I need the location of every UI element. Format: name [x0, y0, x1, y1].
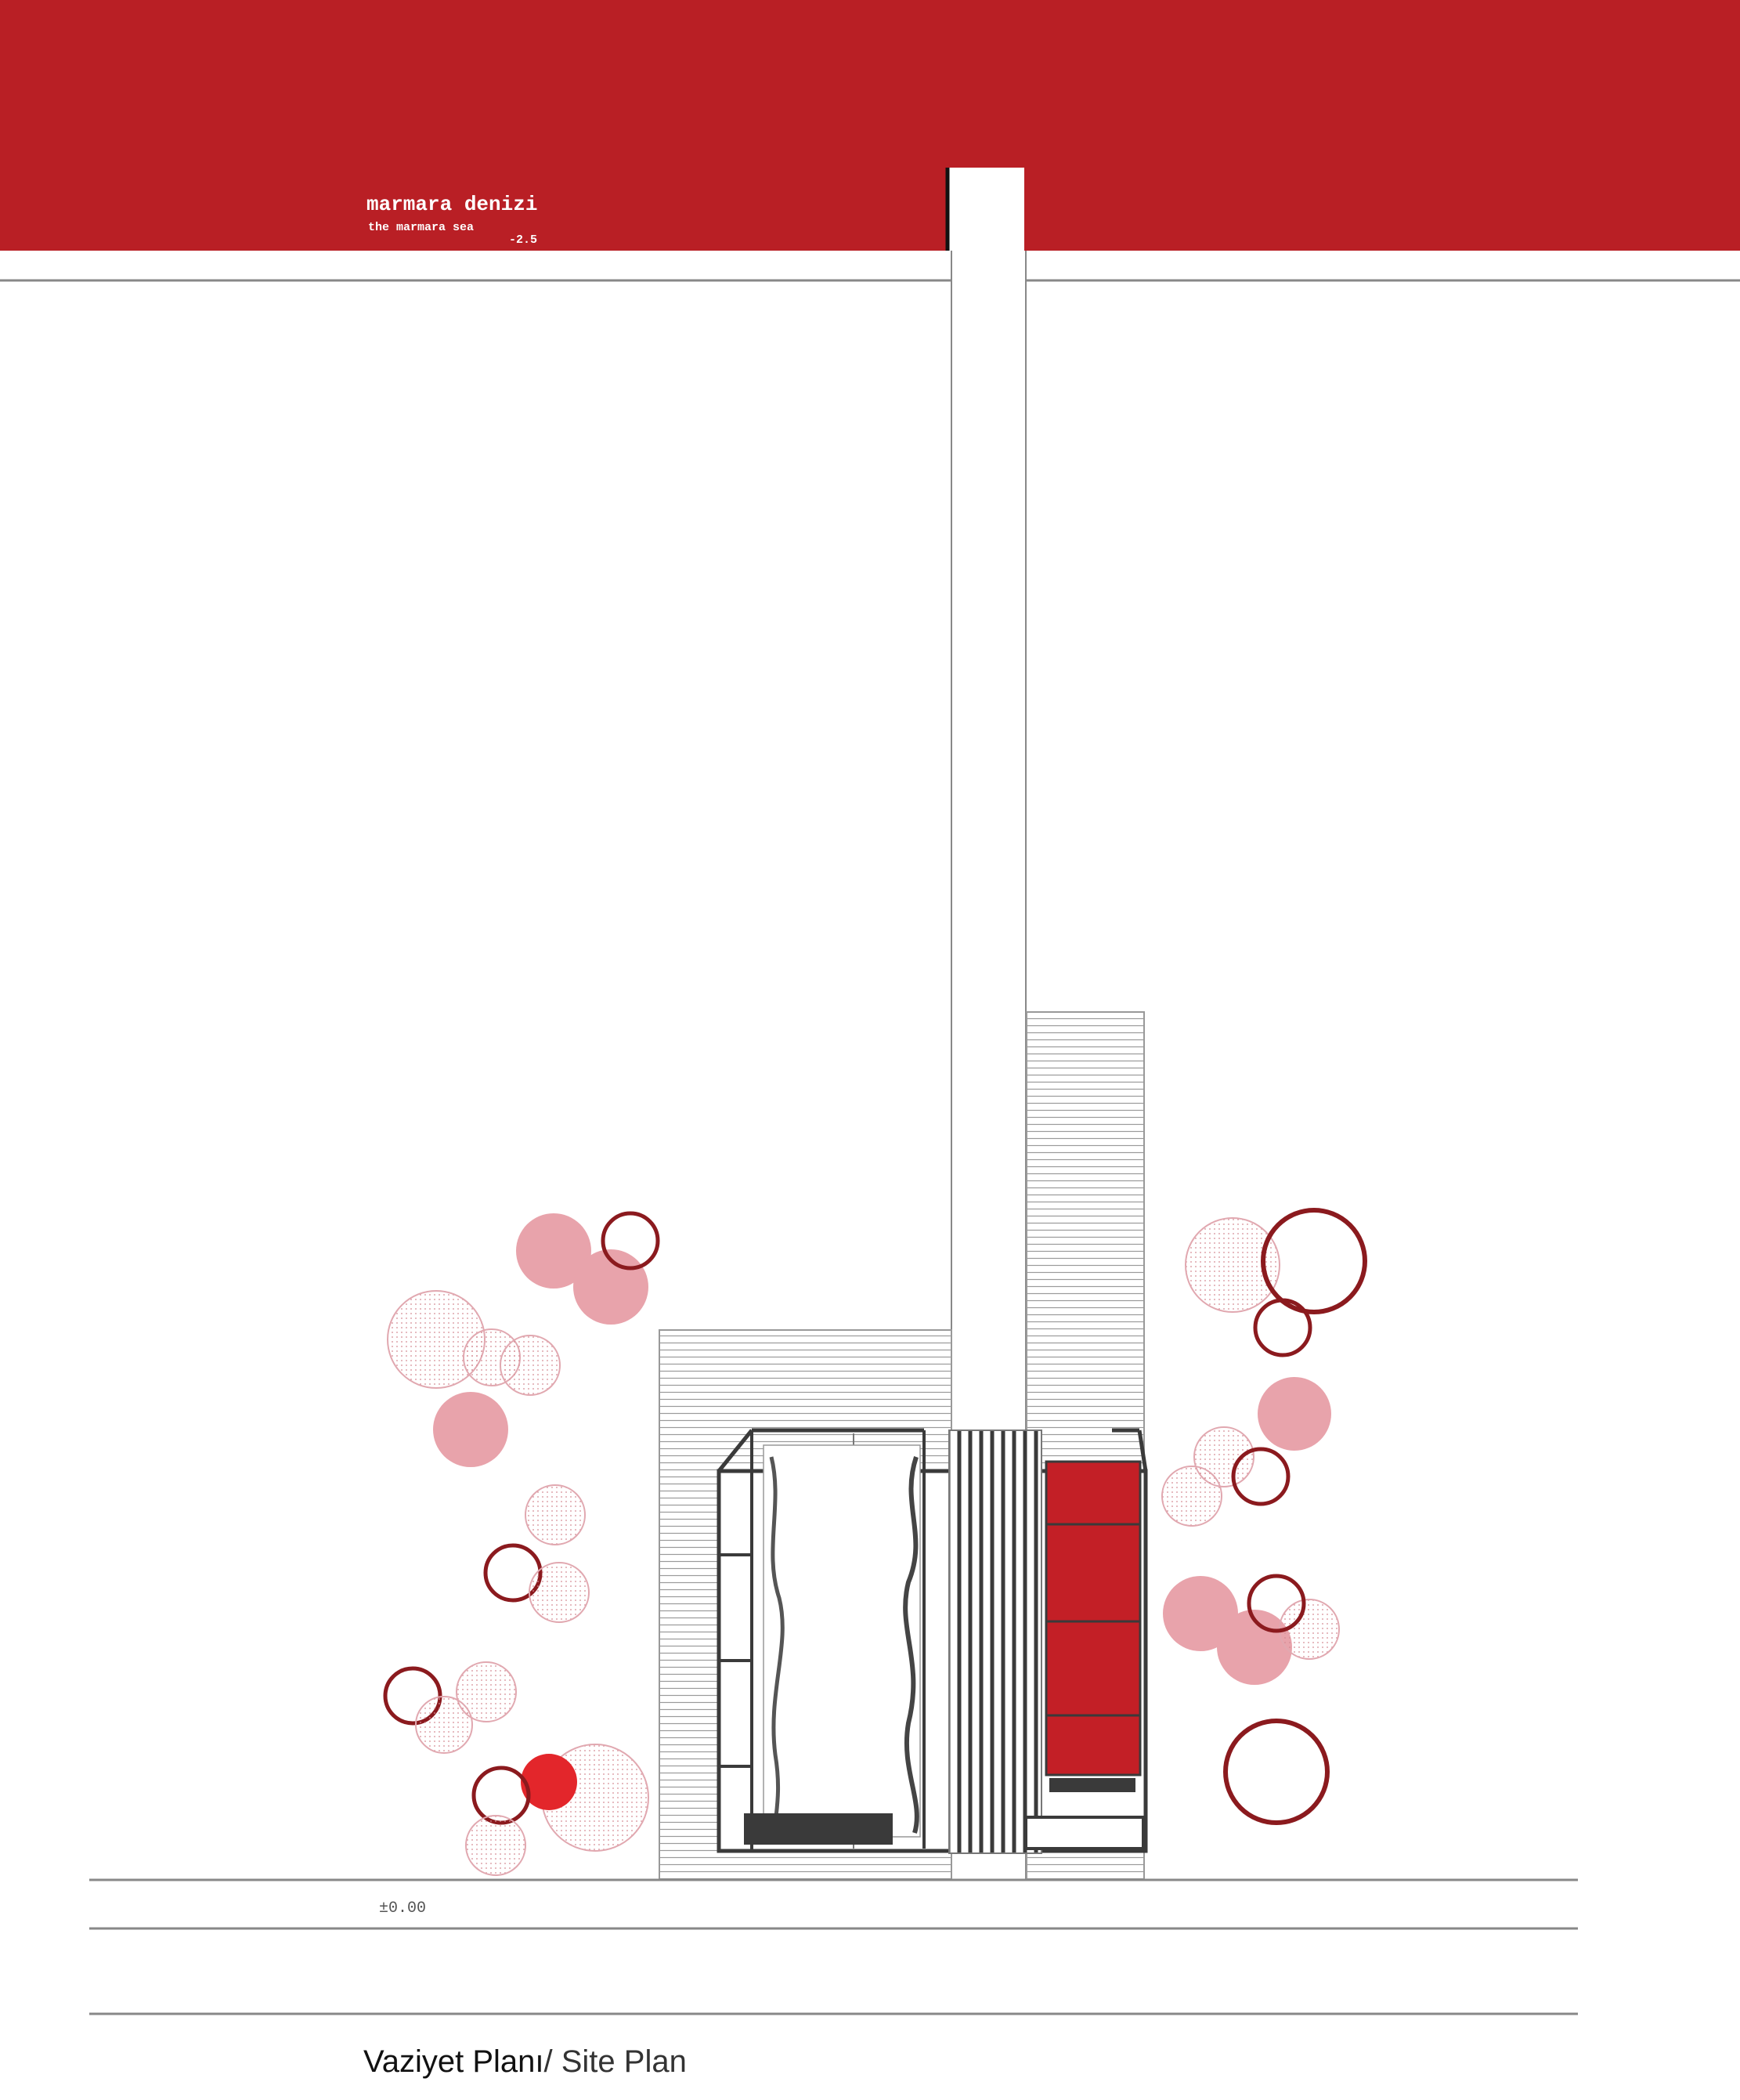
building — [719, 1430, 1146, 1853]
building-red-volume — [1046, 1462, 1140, 1775]
drawing-caption — [363, 2044, 687, 2080]
trees-right — [1162, 1210, 1365, 1823]
caption-separator: / — [543, 2044, 561, 2079]
caption-title-turkish: Vaziyet Planı — [363, 2044, 544, 2079]
ground-lines — [89, 1880, 1578, 2014]
caption-title-english: Site Plan — [561, 2044, 687, 2079]
sea-name-label: marmara denizi — [366, 193, 538, 216]
trees-left — [385, 1213, 658, 1875]
sea-level-label: -2.5 — [509, 233, 538, 247]
sea-name-english-label: the marmara sea — [368, 221, 475, 234]
ground-level-label: ±0.00 — [379, 1899, 427, 1917]
